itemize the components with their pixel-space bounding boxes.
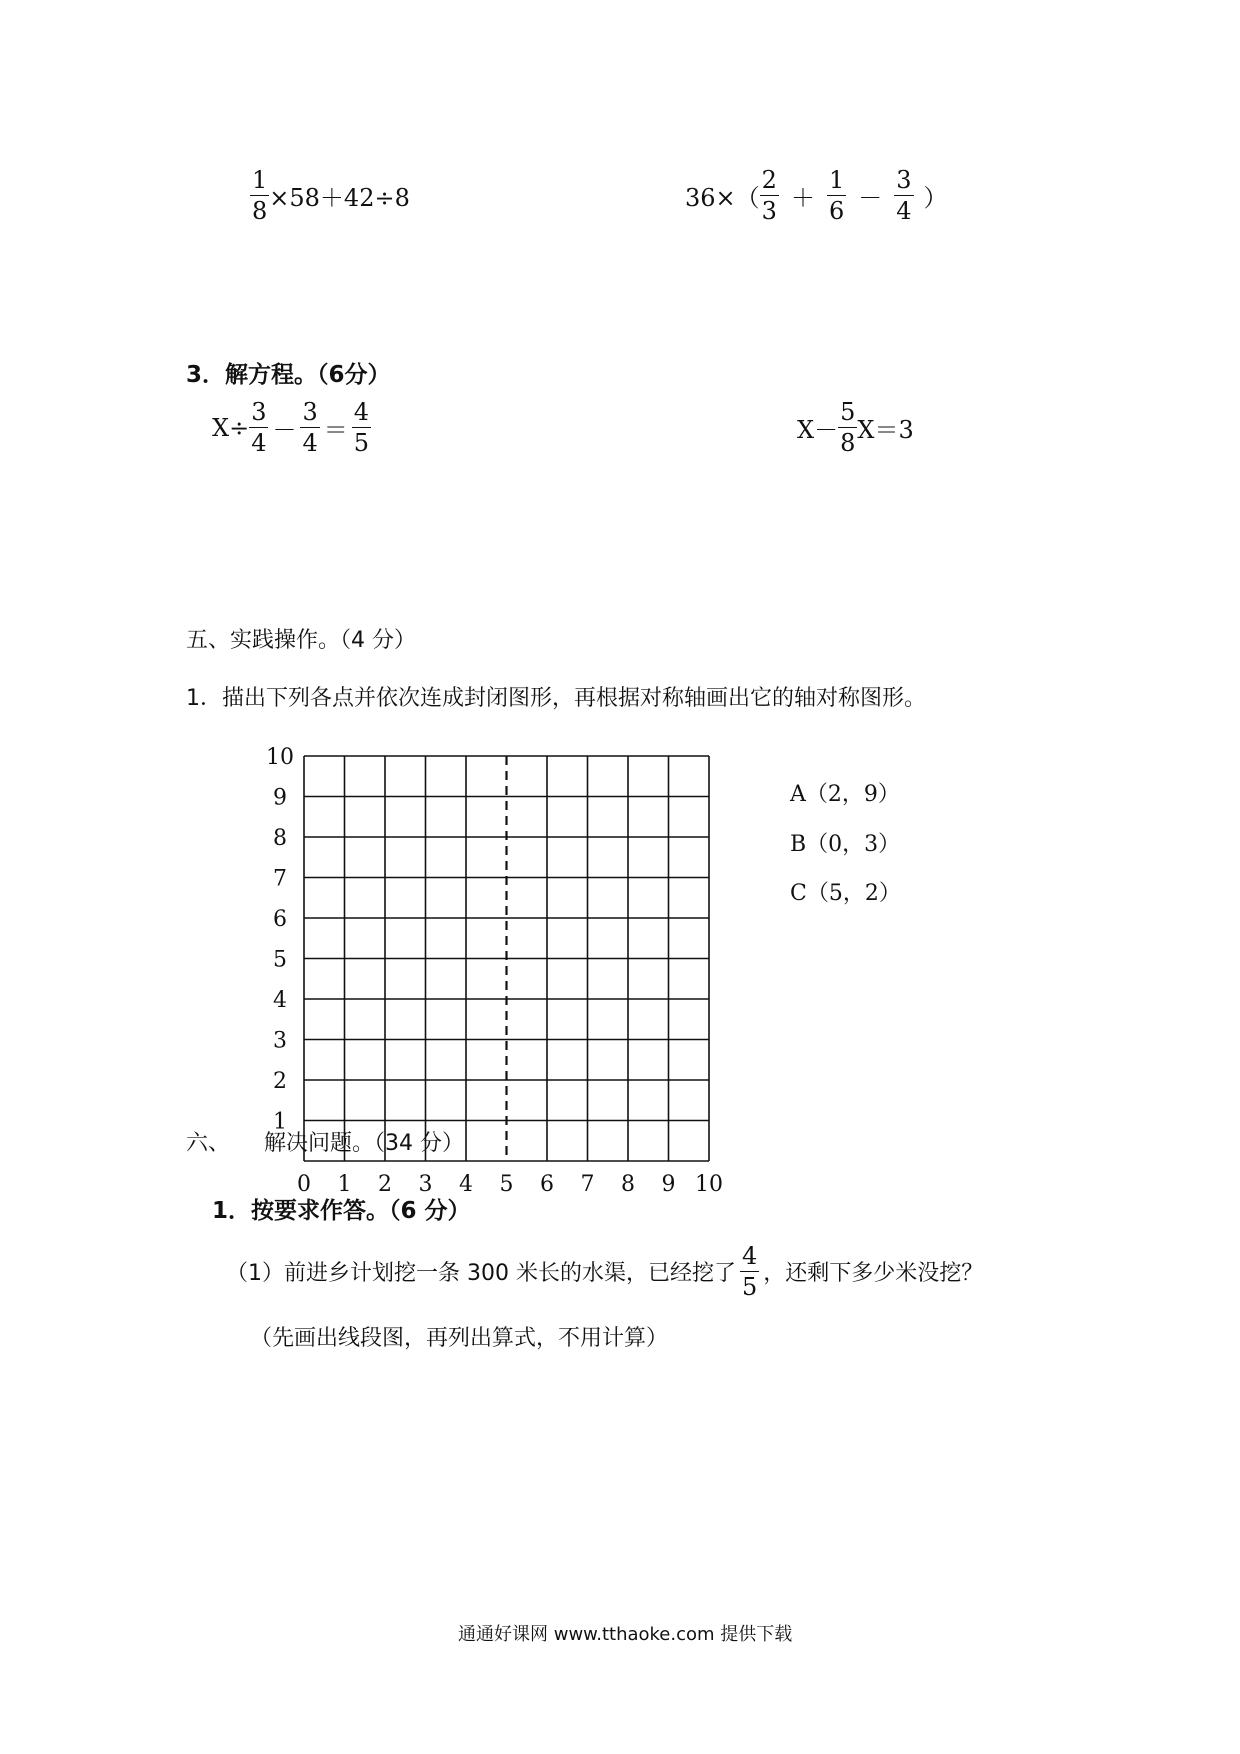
y-tick-label: 8 <box>273 826 287 851</box>
section-5-question-1: 1．描出下列各点并依次连成封闭图形，再根据对称轴画出它的轴对称图形。 <box>186 686 926 711</box>
point-a-label: A（2，9） <box>790 782 900 807</box>
y-tick-label: 6 <box>273 907 287 932</box>
y-tick-label: 3 <box>273 1028 287 1054</box>
fraction: $\frac{3}{4}$ <box>896 166 912 225</box>
fraction: $\frac{1}{6}$ <box>828 166 845 225</box>
y-tick-label: 1 <box>273 1109 287 1135</box>
x-tick-label: 2 <box>378 1172 392 1197</box>
section-3-title: 3．解方程。（6分） <box>186 362 391 388</box>
x-tick-label: 4 <box>459 1172 473 1197</box>
expression-text: ×58＋42÷8 <box>269 184 410 212</box>
x-tick-label: 6 <box>540 1172 554 1197</box>
y-tick-label: 9 <box>273 785 287 811</box>
operator: － <box>272 416 297 444</box>
x-tick-label: 3 <box>418 1172 433 1197</box>
fraction: $\frac{3}{4}$ <box>302 398 318 457</box>
expression-lead: 36×（ <box>685 184 760 212</box>
y-tick-label: 4 <box>273 988 287 1013</box>
y-tick-label: 5 <box>273 947 287 973</box>
section-6-question-1-1-note: （先画出线段图，再列出算式，不用计算） <box>250 1326 669 1351</box>
question-text: （1）前进乡计划挖一条 300 米长的水渠，已经挖了 <box>226 1261 736 1286</box>
section-6-question-1-1 <box>226 1244 983 1299</box>
point-c-label: C（5，2） <box>790 881 901 906</box>
x-tick-label: 10 <box>695 1172 723 1197</box>
fraction: $\frac{1}{8}$ <box>252 166 268 225</box>
y-tick-label: 2 <box>273 1069 287 1094</box>
page-footer: 通通好课网 www.tthaoke.com 提供下载 <box>458 1624 793 1645</box>
section-6-question-1-title: 1．按要求作答。（6 分） <box>212 1198 471 1224</box>
x-tick-label: 1 <box>337 1172 352 1197</box>
x-tick-label: 5 <box>499 1172 514 1197</box>
y-tick-label: 10 <box>266 745 294 770</box>
operator: － <box>858 184 883 212</box>
y-tick-label: 7 <box>273 866 287 892</box>
section-5-title: 五、实践操作。（4 分） <box>186 628 416 653</box>
fraction: $\frac{4}{5}$ <box>741 1242 758 1301</box>
point-b-label: B（0，3） <box>790 832 901 857</box>
equation-lead: X÷ <box>212 413 250 442</box>
question-text: ，还剩下多少米没挖？ <box>763 1261 984 1286</box>
x-tick-label: 0 <box>297 1172 311 1197</box>
expression-tail: ） <box>923 184 948 212</box>
equals-sign: ＝ <box>323 416 348 444</box>
section-6-title: 解决问题。（34 分） <box>264 1131 464 1156</box>
x-tick-label: 8 <box>621 1172 635 1197</box>
fraction: $\frac{2}{3}$ <box>761 166 777 225</box>
fraction: $\frac{3}{4}$ <box>251 398 267 457</box>
fraction: $\frac{5}{8}$ <box>840 398 856 457</box>
fraction: $\frac{4}{5}$ <box>353 398 370 457</box>
section-6-number: 六、 <box>186 1131 231 1156</box>
x-tick-label: 7 <box>580 1172 595 1197</box>
equation-lead: X－ <box>797 416 839 444</box>
operator: ＋ <box>790 184 815 212</box>
equation-tail: X＝3 <box>857 416 914 444</box>
x-tick-label: 9 <box>661 1172 676 1197</box>
